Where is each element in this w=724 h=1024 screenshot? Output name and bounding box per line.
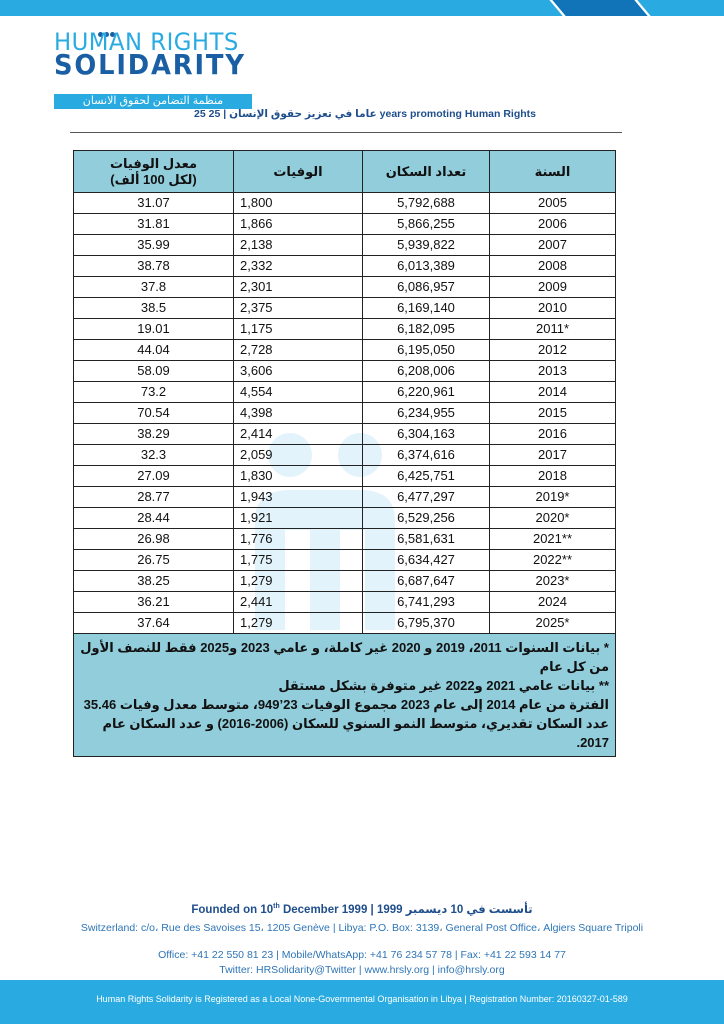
table-row: **2022 6,634,427 1,775 26.75	[74, 550, 616, 571]
note-population-estimate: عدد السكان تقديري، متوسط النمو السنوي للسكان (2006-2016) و عدد السكان عام 2017.	[102, 716, 609, 750]
header-rate: معدل الوفيات (لكل 100 ألف)	[74, 151, 234, 193]
table-row: 2010 6,169,140 2,375 38.5	[74, 298, 616, 319]
header-deaths: الوفيات	[234, 151, 363, 193]
contact-links: Twitter: HRSolidarity@Twitter | www.hrsly.org | info@hrsly.org	[219, 964, 505, 976]
table-row: 2014 6,220,961 4,554 73.2	[74, 382, 616, 403]
banner-stripe	[549, 0, 650, 16]
logo-line1: HUMAN RIGHTS	[54, 28, 239, 56]
table-row: 2008 6,013,389 2,332 38.78	[74, 256, 616, 277]
table-header-row	[74, 151, 616, 193]
table-row: *2019 6,477,297 1,943 28.77	[74, 487, 616, 508]
table-row: **2021 6,581,631 1,776 26.98	[74, 529, 616, 550]
phone-line: Office: +41 22 550 81 23 | Mobile/WhatsApp: +41 76 234 57 78 | Fax: +41 22 593 14 77	[158, 949, 566, 961]
table-row: 2016 6,304,163 2,414 38.29	[74, 424, 616, 445]
table-row: 2006 5,866,255 1,866 31.81	[74, 214, 616, 235]
table-row: 2013 6,208,006 3,606 58.09	[74, 361, 616, 382]
registration-text: Human Rights Solidarity is Registered as a Local None-Governmental Organisation in Libya | Registration Number: 20160327-01-589	[96, 994, 628, 1004]
note-unavailable-years: ** بيانات عامي 2021 و2022 غير متوفرة بشكل مستقل	[278, 678, 609, 693]
table-row: *2023 6,687,647 1,279 38.25	[74, 571, 616, 592]
header-year: السنة	[490, 151, 616, 193]
table-row: 2015 6,234,955 4,398 70.54	[74, 403, 616, 424]
founded-line: Founded on 10th December 1999 | 1999 تأسست في 10 ديسمبر	[191, 903, 533, 916]
logo-line2: SOLIDARITY	[54, 48, 246, 81]
table-row: *2011 6,182,095 1,175 19.01	[74, 319, 616, 340]
table-notes-row	[74, 634, 616, 757]
tagline: 25 عاما في تعزيز حقوق الإنسان | 25 years promoting Human Rights	[194, 108, 536, 120]
table-row: 2009 6,086,957 2,301 37.8	[74, 277, 616, 298]
note-incomplete-years: * بيانات السنوات 2011، 2019 و 2020 غير كاملة، و عامي 2023 و2025 فقط للنصف الأول من كل عام	[80, 640, 609, 674]
note-period-summary: الفترة من عام 2014 إلى عام 2023 مجموع الوفيات 23’949، متوسط معدل وفيات 35.46	[83, 697, 609, 712]
table-notes	[74, 634, 616, 757]
header-divider	[70, 132, 622, 133]
registration-banner	[0, 980, 724, 1024]
table-row: 2018 6,425,751 1,830 27.09	[74, 466, 616, 487]
table-row: *2025 6,795,370 1,279 37.64	[74, 613, 616, 634]
table-row: 2024 6,741,293 2,441 36.21	[74, 592, 616, 613]
logo-arabic: منظمة التضامن لحقوق الانسان	[54, 94, 252, 109]
header-population: تعداد السكان	[363, 151, 490, 193]
table-row: 2012 6,195,050 2,728 44.04	[74, 340, 616, 361]
table-row: 2017 6,374,616 2,059 32.3	[74, 445, 616, 466]
table-row: *2020 6,529,256 1,921 28.44	[74, 508, 616, 529]
table-row: 2005 5,792,688 1,800 31.07	[74, 193, 616, 214]
table-row: 2007 5,939,822 2,138 35.99	[74, 235, 616, 256]
top-banner	[0, 0, 724, 16]
deaths-statistics-table	[73, 150, 616, 757]
address-line: Switzerland: c/o، Rue des Savoises 15، 1205 Genève | Libya: P.O. Box: 3139، General Post Office، Algiers Square Tripoli	[80, 922, 644, 934]
